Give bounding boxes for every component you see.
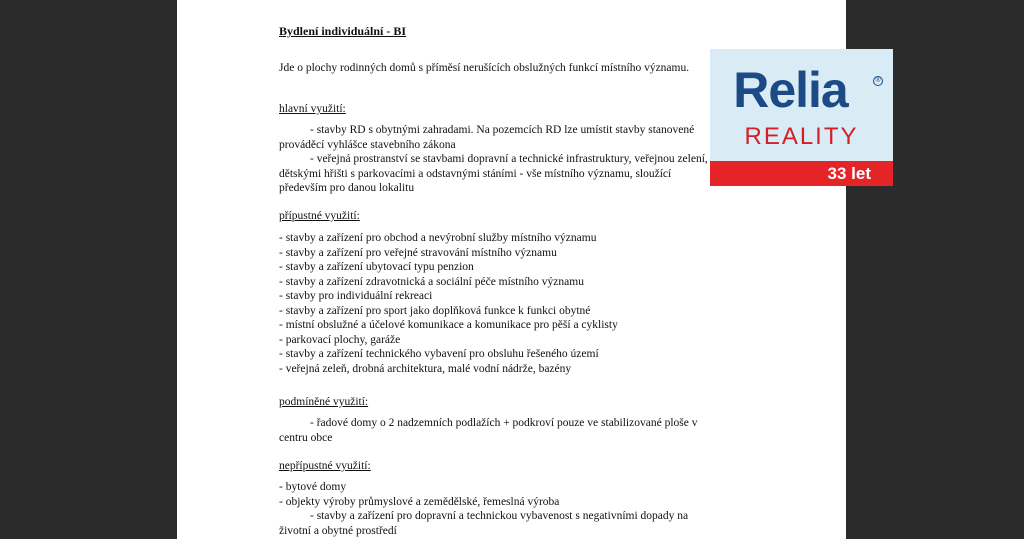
list-item: - parkovací plochy, garáže [279, 333, 401, 346]
section-list-conditional-use [279, 416, 734, 445]
list-item: - stavby a zařízení ubytovací typu penzion [279, 261, 474, 273]
list-item: - veřejná prostranství se stavbami dopravní a technické infrastruktury, veřejnou zelení, dětskými hřišti s parkovacími a odstavnými stáními - vše místního významu, sloužící především pro danou lokalitu [279, 153, 708, 194]
list-item: - stavby RD s obytnými zahradami. Na pozemcích RD lze umístit stavby stanovené prováděcí vyhlášce stavebního zákona [279, 124, 695, 151]
logo-subtitle: REALITY [744, 123, 859, 150]
section-heading-permitted-use: přípustné využití: [279, 210, 360, 222]
list-item: - stavby a zařízení pro veřejné stravování místního významu [279, 246, 557, 259]
list-item: - stavby a zařízení technického vybavení pro obsluhu řešeného území [279, 348, 599, 360]
section-heading-prohibited-use: nepřípustné využití: [279, 460, 371, 472]
list-item: - stavby pro individuální rekreaci [279, 290, 433, 302]
section-list-permitted-use [279, 231, 734, 376]
relia-reality-logo[interactable] [710, 49, 893, 186]
section-heading-main-use: hlavní využití: [279, 103, 346, 115]
section-heading-conditional-use: podmíněné využití: [279, 396, 369, 408]
registered-mark-icon: ® [873, 76, 883, 86]
list-item: - veřejná zeleň, drobná architektura, malé vodní nádrže, bazény [279, 362, 572, 375]
section-list-prohibited-use [279, 480, 734, 538]
document-title: Bydlení individuální - BI [279, 24, 407, 38]
list-item: - objekty výroby průmyslové a zemědělské, řemeslná výroba [279, 495, 560, 508]
list-item: - stavby a zařízení pro dopravní a technickou vybavenost s negativními dopady na životní a obytné prostředí [279, 510, 689, 537]
document-intro: Jde o plochy rodinných domů s příměsí nerušících obslužných funkcí místního významu. [279, 62, 690, 74]
section-list-main-use [279, 123, 734, 196]
list-item: - řadové domy o 2 nadzemních podlažích + podkroví pouze ve stabilizované ploše v centru obce [279, 417, 698, 444]
list-item: - místní obslužné a účelové komunikace a komunikace pro pěší a cyklisty [279, 319, 618, 331]
list-item: - stavby a zařízení pro obchod a nevýrobní služby místního významu [279, 232, 597, 244]
list-item: - stavby a zařízení zdravotnická a sociální péče místního významu [279, 275, 584, 288]
logo-years-label: 33 let [827, 164, 871, 183]
list-item: - stavby a zařízení pro sport jako doplňková funkce k funkci obytné [279, 304, 591, 317]
logo-wordmark: Relia [733, 62, 848, 118]
list-item: - bytové domy [279, 481, 347, 493]
logo-anniversary-bar [710, 161, 893, 186]
